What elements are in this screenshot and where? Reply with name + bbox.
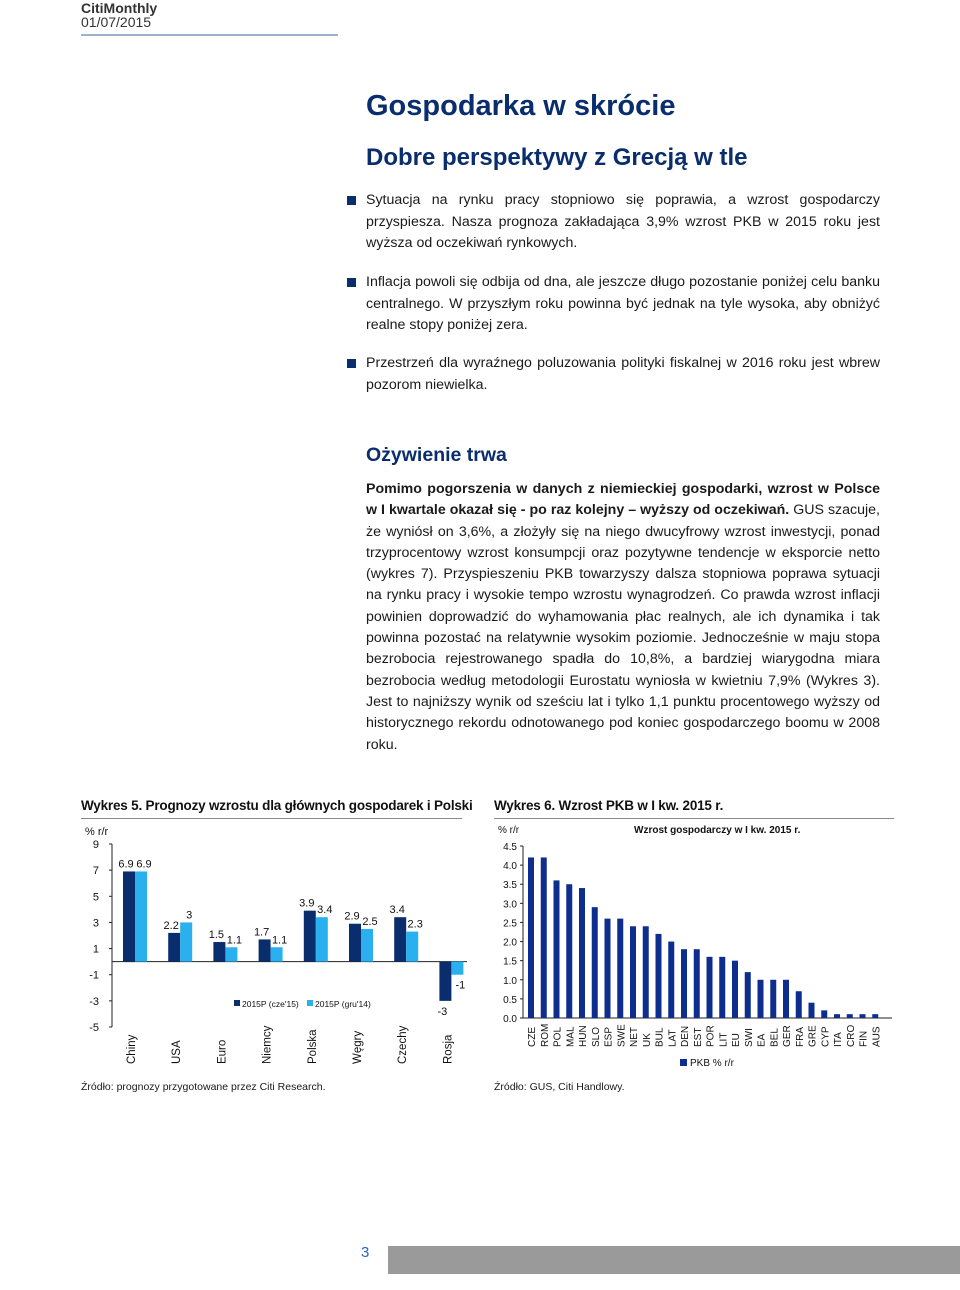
- chart6-category-label: LIT: [718, 1032, 730, 1047]
- chart6-category-label: EU: [731, 1033, 742, 1047]
- chart6-category-label: CZE: [527, 1027, 538, 1047]
- chart5-y-tick-label: -5: [89, 1022, 99, 1034]
- chart6-category-label: EST: [692, 1027, 704, 1047]
- chart5-data-label: 2.2: [163, 919, 179, 932]
- chart6-y-tick-label: 2.5: [503, 918, 517, 930]
- chart6-category-label: EA: [756, 1033, 768, 1047]
- chart6-category-label: SLO: [590, 1026, 602, 1047]
- chart5-data-label: -1: [455, 979, 466, 992]
- chart5-bar: [259, 939, 271, 961]
- chart6-category-label: UK: [641, 1033, 653, 1047]
- chart6-bar: [566, 884, 572, 1018]
- chart6-bar: [617, 919, 623, 1018]
- bullet-square-icon: [347, 359, 356, 368]
- chart6-bar: [732, 961, 738, 1018]
- chart5-data-label: 2.5: [362, 915, 378, 928]
- chart6-category-label: GRE: [807, 1025, 819, 1047]
- chart5-legend-swatch: [307, 1000, 313, 1006]
- chart5-title-rule: [81, 818, 462, 819]
- chart6-bar: [605, 919, 611, 1018]
- chart6-category-label: ROM: [539, 1023, 551, 1047]
- chart5-legend-label: 2015P (gru'14): [315, 999, 371, 1009]
- chart5-data-label: 6.9: [136, 858, 152, 871]
- chart6-bar: [745, 972, 751, 1018]
- chart6-bar: [541, 857, 547, 1018]
- chart6-category-label: SWI: [743, 1028, 755, 1047]
- chart5-growth-forecasts: [75, 820, 470, 1076]
- chart6-bar: [834, 1014, 840, 1018]
- chart6-y-tick-label: 0.0: [503, 1014, 517, 1025]
- chart5-legend-label: 2015P (cze'15): [242, 999, 299, 1009]
- chart6-bar: [821, 1010, 827, 1018]
- chart5-category-label: Euro: [216, 1039, 229, 1064]
- chart6-category-label: ITA: [833, 1032, 844, 1047]
- chart5-category-label: Niemcy: [261, 1025, 274, 1064]
- chart5-category-label: Chiny: [126, 1034, 138, 1064]
- chart6-category-label: CYP: [820, 1026, 832, 1047]
- chart5-bar: [349, 924, 361, 962]
- chart5-y-tick-label: 9: [92, 839, 99, 851]
- chart6-category-label: POL: [552, 1026, 564, 1047]
- bullet-text: Przestrzeń dla wyraźnego poluzowania polityki fiskalnej w 2016 roku jest wbrew pozorom niewielka.: [366, 355, 880, 393]
- chart6-bar: [783, 980, 789, 1018]
- chart5-bar: [135, 871, 147, 961]
- bullet-item: [366, 190, 880, 255]
- chart6-category-label: ESP: [603, 1026, 615, 1047]
- chart6-bar: [528, 857, 534, 1018]
- chart5-data-label: 1.5: [208, 929, 225, 942]
- chart5-bar: [180, 922, 192, 961]
- chart5-bar: [451, 962, 463, 975]
- brand-name: CitiMonthly: [81, 0, 158, 16]
- chart6-category-label: AUS: [871, 1026, 883, 1047]
- chart6-bar: [554, 880, 560, 1018]
- chart6-bar: [681, 949, 687, 1018]
- bullet-item: [366, 272, 880, 337]
- chart6-legend-swatch: [680, 1059, 687, 1066]
- chart6-y-tick-label: 1.5: [503, 956, 517, 968]
- chart6-bar: [592, 907, 598, 1018]
- chart6-source: Źródło: GUS, Citi Handlowy.: [494, 1081, 625, 1093]
- bullet-square-icon: [347, 278, 356, 287]
- chart5-data-label: 3.4: [389, 904, 405, 917]
- bullet-text: Sytuacja na rynku pracy stopniowo się poprawia, a wzrost gospodarczy przyspiesza. Nasza prognoza zakładająca 3,9% wzrost PKB w 2015 roku jest wyższa od oczekiwań rynkowych.: [366, 192, 880, 251]
- chart5-bar: [271, 947, 283, 961]
- chart5-bar: [316, 917, 328, 961]
- chart5-ylabel: % r/r: [85, 826, 109, 838]
- chart5-y-tick-label: 3: [92, 917, 99, 930]
- chart5-data-label: -3: [437, 1005, 448, 1018]
- chart5-bar: [225, 947, 237, 961]
- chart6-bar: [758, 980, 764, 1018]
- chart6-category-label: HUN: [578, 1025, 589, 1047]
- chart5-y-tick-label: 1: [92, 943, 99, 956]
- chart5-category-label: USA: [171, 1040, 184, 1064]
- chart6-title: Wykres 6. Wzrost PKB w I kw. 2015 r.: [494, 798, 724, 813]
- chart6-category-label: LAT: [667, 1029, 679, 1047]
- chart6-bar: [656, 934, 662, 1018]
- chart5-bar: [213, 942, 225, 962]
- bullet-item: [366, 353, 880, 396]
- chart6-gdp-q1-2015: [490, 820, 905, 1076]
- chart6-category-label: FRA: [794, 1027, 806, 1047]
- chart6-y-tick-label: 4.5: [503, 842, 517, 853]
- footer-bar: [358, 1246, 960, 1274]
- chart5-data-label: 3.4: [317, 904, 333, 917]
- body-lead-bold: Pomimo pogorszenia w danych z niemieckiej gospodarki, wzrost w Polsce w I kwartale okazał się - po raz kolejny – wyższy od oczekiwań.: [366, 481, 880, 519]
- bullet-text: Inflacja powoli się odbija od dna, ale jeszcze długo pozostanie poniżej celu banku centralnego. W przyszłym roku powinna być jednak na tyle wysoka, aby obniżyć realne stopy poniżej zera.: [366, 274, 880, 333]
- chart6-bar: [694, 949, 700, 1018]
- chart6-category-label: SWE: [616, 1024, 628, 1047]
- chart6-bar: [579, 888, 585, 1018]
- chart6-y-tick-label: 1.0: [503, 975, 517, 987]
- chart6-bar: [668, 942, 674, 1018]
- chart5-category-label: Węgry: [352, 1030, 364, 1064]
- chart5-bar: [439, 962, 451, 1001]
- chart5-bar: [123, 871, 135, 961]
- page-title: Gospodarka w skrócie: [366, 90, 676, 122]
- chart5-source: Źródło: prognozy przygotowane przez Citi Research.: [81, 1081, 326, 1093]
- chart6-y-tick-label: 3.5: [503, 880, 517, 892]
- chart5-data-label: 2.9: [344, 910, 360, 923]
- bullet-square-icon: [347, 196, 356, 205]
- chart5-bar: [304, 911, 316, 962]
- chart5-bar: [394, 917, 406, 961]
- chart5-bar: [406, 932, 418, 962]
- chart5-data-label: 3: [186, 909, 193, 922]
- chart6-category-label: MAL: [565, 1026, 577, 1047]
- chart5-title: Wykres 5. Prognozy wzrostu dla głównych gospodarek i Polski: [81, 798, 473, 813]
- header-date: 01/07/2015: [81, 14, 152, 30]
- chart5-data-label: 1.7: [253, 926, 270, 939]
- chart6-y-tick-label: 3.0: [503, 899, 517, 911]
- chart6-bar: [809, 1003, 815, 1018]
- chart5-data-label: 1.1: [271, 934, 288, 947]
- chart6-category-label: GER: [782, 1025, 793, 1047]
- chart6-inner-title: Wzrost gospodarczy w I kw. 2015 r.: [634, 825, 801, 836]
- chart6-y-tick-label: 0.5: [503, 994, 517, 1006]
- chart6-bar: [770, 980, 776, 1018]
- chart6-category-label: CRO: [845, 1024, 857, 1047]
- chart6-category-label: BUL: [654, 1027, 666, 1047]
- chart5-legend-swatch: [234, 1000, 240, 1006]
- chart6-bar: [719, 957, 725, 1018]
- chart6-category-label: FIN: [858, 1030, 870, 1047]
- chart5-category-label: Czechy: [397, 1025, 410, 1064]
- chart6-bar: [860, 1014, 866, 1018]
- chart6-legend-label: PKB % r/r: [690, 1058, 734, 1069]
- chart6-category-label: DEN: [680, 1025, 691, 1047]
- chart6-bar: [707, 957, 713, 1018]
- chart6-bar: [872, 1014, 878, 1018]
- chart6-y-tick-label: 2.0: [503, 937, 517, 949]
- chart6-category-label: BEL: [769, 1028, 781, 1047]
- chart6-bar: [630, 926, 636, 1018]
- chart6-category-label: POR: [705, 1025, 717, 1047]
- chart5-y-tick-label: -3: [89, 995, 99, 1008]
- chart6-ylabel: % r/r: [498, 825, 520, 836]
- chart5-data-label: 1.1: [226, 934, 243, 947]
- chart5-data-label: 6.9: [118, 858, 134, 871]
- header-rule: [81, 34, 338, 36]
- chart6-title-rule: [494, 818, 894, 819]
- chart5-bar: [168, 933, 180, 962]
- chart5-bar: [361, 929, 373, 962]
- chart5-y-tick-label: 5: [92, 891, 99, 904]
- chart5-y-tick-label: 7: [92, 865, 99, 878]
- chart5-y-tick-label: -1: [89, 969, 99, 982]
- chart5-data-label: 2.3: [407, 918, 423, 931]
- chart6-category-label: NET: [629, 1027, 640, 1047]
- page-subtitle: Dobre perspektywy z Grecją w tle: [366, 144, 748, 171]
- page-number: 3: [361, 1244, 370, 1261]
- chart5-category-label: Polska: [306, 1029, 319, 1064]
- chart6-bar: [643, 926, 649, 1018]
- chart6-bar: [847, 1014, 853, 1018]
- chart6-bar: [796, 991, 802, 1018]
- chart6-y-tick-label: 4.0: [503, 861, 517, 873]
- body-text: GUS szacuje, że wyniósł on 3,6%, a złożyły się na niego dwucyfrowy wzrost inwestycji, ponad trzyprocentowy wzrost konsumpcji oraz pozytywne tendencje w eksporcie netto (wykres 7). Przyspieszeniu PKB towarzyszy dalsza stopniowa poprawa sytuacji na rynku pracy i wysokie tempo wzrostu wynagrodzeń. Co prawda wzrost inflacji powinien doprowadzić do wyhamowania płac realnych, ale ich dynamika i tak powinna pozostać na relatywnie wysokim poziomie. Jednocześnie w maju stopa bezrobocia rejestrowanego spadła do 10,8%, a bardziej wiarygodna miara bezrobocia według metodologii Eurostatu wyniosła w kwietniu 7,9% (Wykres 3). Jest to najniższy wynik od sześciu lat i tylko 1,1 punktu procentowego wyższy od historycznego rekordu odnotowanego pod koniec gospodarczego boomu w 2008 roku.: [366, 502, 880, 753]
- chart5-data-label: 3.9: [299, 897, 315, 910]
- section-title: Ożywienie trwa: [366, 444, 507, 466]
- chart5-category-label: Rosja: [442, 1034, 455, 1064]
- body-paragraph: [366, 479, 880, 756]
